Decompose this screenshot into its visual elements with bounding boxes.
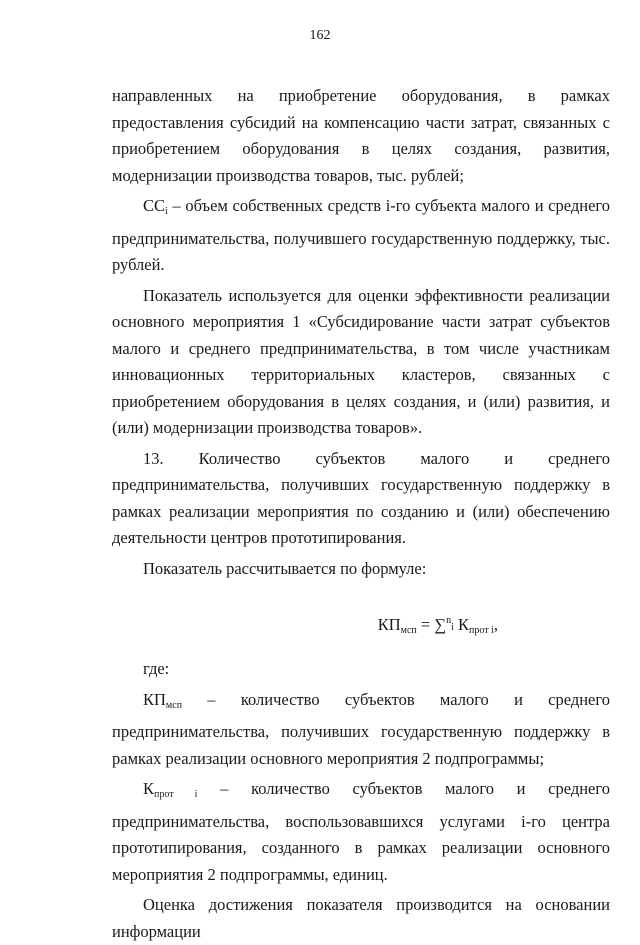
formula-tail: , — [493, 615, 498, 634]
formula-equals: = — [416, 615, 435, 634]
term-cc: СС — [143, 196, 166, 215]
paragraph-indicator-usage: Показатель используется для оценки эффективности реализации основного мероприятия 1 «Субсидирование части затрат субъектов малого и среднего предпринимательства, в том числе участникам инновационных территориальных кластеров, связанных с приобретением оборудования в целях создания, и (или) развития, и (или) модернизации производства товаров». — [112, 285, 610, 437]
formula-rhs: К — [453, 615, 469, 634]
paragraph-continuation: направленных на приобретение оборудования, в рамках предоставления субсидий на компенсацию части затрат, связанных с приобретением оборудования в целях создания, развития, модернизации производства товаров, тыс. рублей; — [112, 86, 610, 185]
term-k-prot-subscript: прот i — [154, 789, 198, 800]
term-k-prot: К — [143, 779, 155, 798]
definition-k-prot — [112, 776, 610, 888]
formula — [112, 610, 610, 642]
paragraph-formula-intro: Показатель рассчитывается по формуле: — [143, 558, 427, 578]
formula-lhs-subscript: мсп — [400, 625, 417, 636]
formula-sum-upper: n — [446, 615, 452, 626]
definition-kp — [112, 687, 610, 773]
formula-rhs-subscript: прот i — [469, 625, 494, 636]
term-cc-subscript: i — [165, 206, 168, 217]
paragraph-assessment: Оценка достижения показателя производится на основании информации — [112, 895, 610, 941]
where-label: где: — [143, 659, 170, 678]
formula-lhs: КП — [377, 615, 401, 634]
definition-cc-text: – объем собственных средств i-го субъекта малого и среднего предпринимательства, получившего государственную поддержку, тыс. рублей. — [112, 196, 610, 274]
formula-sum-sign: ∑ — [434, 615, 447, 634]
definition-k-prot-text: – количество субъектов малого и среднего предпринимательства, воспользовавшихся услугами i-го центра прототипирования, созданного в рамках реализации основного мероприятия 2 подпрограммы, единиц. — [112, 779, 610, 884]
paragraph-item-13: 13. Количество субъектов малого и среднего предпринимательства, получивших государственную поддержку в рамках реализации мероприятия по созданию и (или) обеспечению деятельности центров прототипирования. — [112, 448, 610, 547]
formula-sum-lower: i — [451, 622, 454, 633]
term-kp: КП — [143, 689, 166, 709]
definition-kp-text: – количество субъектов малого и среднего предпринимательства, получивших государственную поддержку в рамках реализации основного мероприятия 2 подпрограммы; — [112, 689, 610, 768]
term-kp-subscript: мсп — [165, 699, 183, 711]
definition-cc — [112, 193, 610, 279]
page-content — [112, 83, 610, 945]
page-number: 162 — [309, 28, 331, 43]
